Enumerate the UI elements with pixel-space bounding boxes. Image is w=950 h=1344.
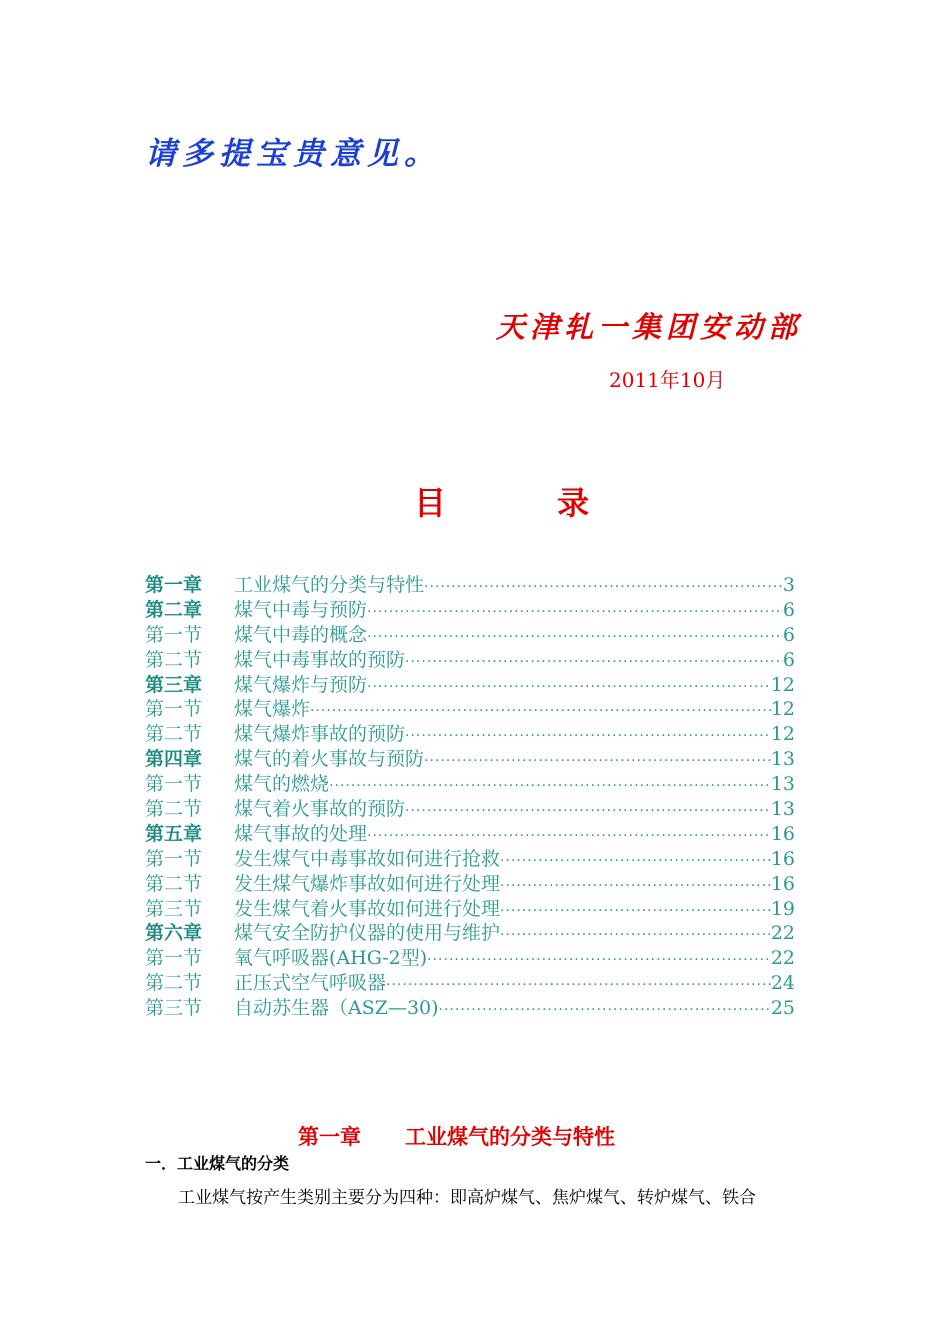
toc-entry-label: 第四章 bbox=[145, 748, 203, 771]
toc-entry[interactable] bbox=[145, 822, 795, 847]
toc-leader-dots bbox=[310, 699, 771, 724]
toc-entry[interactable] bbox=[145, 872, 795, 897]
toc-leader-dots bbox=[427, 948, 771, 973]
toc-entry-label: 第二章 bbox=[145, 598, 203, 621]
table-of-contents bbox=[145, 573, 795, 1021]
toc-entry-page: 12 bbox=[770, 723, 795, 746]
toc-entry[interactable] bbox=[145, 747, 795, 772]
toc-leader-dots bbox=[367, 600, 783, 625]
toc-entry-page: 13 bbox=[770, 798, 795, 821]
section-heading: 一．工业煤气的分类 bbox=[145, 1154, 290, 1173]
toc-entry-page: 16 bbox=[770, 847, 795, 870]
toc-entry-title: 发生煤气爆炸事故如何进行处理 bbox=[234, 872, 501, 895]
toc-entry-label: 第一节 bbox=[145, 773, 203, 796]
toc-leader-dots bbox=[424, 749, 771, 774]
toc-entry-title: 发生煤气中毒事故如何进行抢救 bbox=[234, 847, 501, 870]
toc-entry-label: 第一节 bbox=[145, 847, 203, 870]
toc-entry-label: 第二节 bbox=[145, 872, 203, 895]
toc-leader-dots bbox=[367, 824, 771, 849]
toc-leader-dots bbox=[439, 998, 771, 1023]
toc-entry-title: 煤气事故的处理 bbox=[234, 822, 368, 845]
toc-entry[interactable] bbox=[145, 697, 795, 722]
toc-entry-title: 煤气爆炸与预防 bbox=[234, 673, 368, 696]
toc-entry-page: 13 bbox=[770, 773, 795, 796]
toc-entry[interactable] bbox=[145, 673, 795, 698]
toc-leader-dots bbox=[386, 973, 771, 998]
toc-entry-title: 煤气中毒与预防 bbox=[234, 598, 368, 621]
toc-entry-label: 第一节 bbox=[145, 698, 203, 721]
toc-entry-page: 22 bbox=[770, 922, 795, 945]
toc-entry[interactable] bbox=[145, 648, 795, 673]
toc-entry-page: 16 bbox=[770, 822, 795, 845]
toc-entry-label: 第三章 bbox=[145, 673, 203, 696]
toc-entry-page: 6 bbox=[782, 598, 795, 621]
toc-entry-label: 第六章 bbox=[145, 922, 203, 945]
toc-entry-page: 12 bbox=[770, 698, 795, 721]
chapter-heading bbox=[298, 1121, 615, 1151]
chapter-title: 工业煤气的分类与特性 bbox=[405, 1125, 615, 1149]
toc-entry-label: 第二节 bbox=[145, 723, 203, 746]
toc-leader-dots bbox=[500, 923, 771, 948]
toc-entry-title: 煤气爆炸事故的预防 bbox=[234, 723, 406, 746]
toc-entry[interactable] bbox=[145, 946, 795, 971]
toc-entry-title: 煤气爆炸 bbox=[234, 698, 311, 721]
toc-entry-title: 工业煤气的分类与特性 bbox=[234, 574, 425, 596]
toc-entry-title: 自动苏生器（ASZ—30) bbox=[234, 997, 439, 1020]
body-paragraph: 工业煤气按产生类别主要分为四种：即高炉煤气、焦炉煤气、转炉煤气、铁合 bbox=[178, 1188, 756, 1208]
toc-entry-label: 第一节 bbox=[145, 947, 203, 970]
toc-entry[interactable] bbox=[145, 623, 795, 648]
toc-leader-dots bbox=[500, 899, 771, 924]
toc-title: 目 录 bbox=[414, 484, 640, 522]
toc-entry-page: 24 bbox=[770, 972, 795, 995]
chapter-number: 第一章 bbox=[298, 1125, 361, 1149]
toc-entry-page: 3 bbox=[782, 574, 795, 596]
toc-entry-title: 煤气中毒事故的预防 bbox=[234, 648, 406, 671]
toc-leader-dots bbox=[405, 724, 771, 749]
toc-leader-dots bbox=[405, 799, 771, 824]
toc-entry-page: 19 bbox=[770, 897, 795, 920]
toc-entry-page: 16 bbox=[770, 872, 795, 895]
toc-entry-label: 第二节 bbox=[145, 648, 203, 671]
toc-leader-dots bbox=[500, 874, 771, 899]
toc-entry[interactable] bbox=[145, 772, 795, 797]
toc-entry-label: 第三节 bbox=[145, 897, 203, 920]
toc-entry-title: 煤气的燃烧 bbox=[234, 773, 330, 796]
toc-entry-title: 煤气中毒的概念 bbox=[234, 623, 368, 646]
toc-entry-title: 煤气的着火事故与预防 bbox=[234, 748, 425, 771]
toc-entry-page: 6 bbox=[782, 648, 795, 671]
toc-leader-dots bbox=[367, 625, 783, 650]
toc-entry-label: 第一节 bbox=[145, 623, 203, 646]
toc-entry[interactable] bbox=[145, 996, 795, 1021]
toc-entry[interactable] bbox=[145, 971, 795, 996]
toc-entry-page: 25 bbox=[770, 997, 795, 1020]
toc-entry[interactable] bbox=[145, 573, 795, 598]
toc-leader-dots bbox=[500, 849, 771, 874]
toc-entry[interactable] bbox=[145, 847, 795, 872]
toc-leader-dots bbox=[424, 575, 783, 600]
greeting-text: 请多提宝贵意见。 bbox=[145, 136, 441, 172]
toc-entry-label: 第二节 bbox=[145, 798, 203, 821]
organization-name: 天津轧一集团安动部 bbox=[496, 310, 803, 344]
toc-entry-page: 22 bbox=[770, 947, 795, 970]
toc-entry-title: 煤气安全防护仪器的使用与维护 bbox=[234, 922, 501, 945]
toc-entry-title: 发生煤气着火事故如何进行处理 bbox=[234, 897, 501, 920]
toc-entry[interactable] bbox=[145, 897, 795, 922]
toc-entry-page: 13 bbox=[770, 748, 795, 771]
toc-entry-label: 第一章 bbox=[145, 574, 203, 596]
toc-entry[interactable] bbox=[145, 797, 795, 822]
toc-entry-title: 氧气呼吸器(AHG-2型) bbox=[234, 947, 428, 970]
toc-entry-page: 6 bbox=[782, 623, 795, 646]
toc-entry-title: 正压式空气呼吸器 bbox=[234, 972, 387, 995]
toc-entry-label: 第五章 bbox=[145, 822, 203, 845]
toc-leader-dots bbox=[367, 675, 771, 700]
toc-entry-title: 煤气着火事故的预防 bbox=[234, 798, 406, 821]
toc-entry[interactable] bbox=[145, 921, 795, 946]
publication-date: 2011年10月 bbox=[609, 368, 726, 392]
toc-leader-dots bbox=[329, 774, 771, 799]
toc-entry[interactable] bbox=[145, 598, 795, 623]
toc-entry-page: 12 bbox=[770, 673, 795, 696]
toc-entry-label: 第三节 bbox=[145, 997, 203, 1020]
toc-leader-dots bbox=[405, 650, 783, 675]
toc-entry-label: 第二节 bbox=[145, 972, 203, 995]
toc-entry[interactable] bbox=[145, 722, 795, 747]
